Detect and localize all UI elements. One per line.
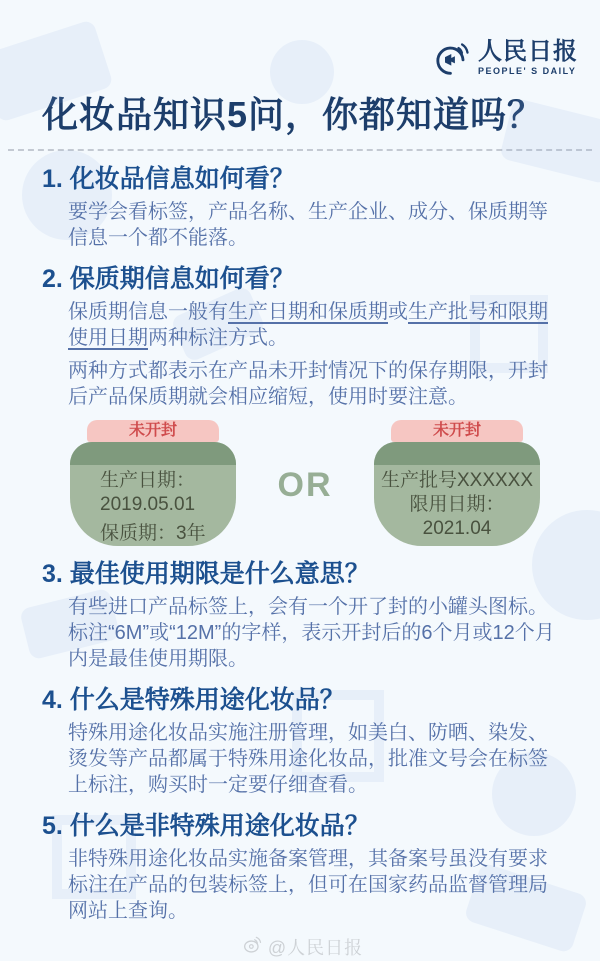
expiry-labels-illustration (70, 420, 540, 546)
q2-text: 保质期信息一般有 (68, 300, 228, 323)
section-5-heading: 5. 什么是非特殊用途化妆品？ (42, 811, 370, 840)
jar-left-line2: 2019.05.01 (100, 493, 196, 515)
peoples-daily-logo (436, 40, 578, 76)
q2-underlined-method-1: 生产日期和保质期 (228, 300, 388, 323)
header (0, 0, 600, 80)
section-2-paragraph-2: 两种方式都表示在产品未开封情况下的保存期限，开封后产品保质期就会相应缩短，使用时要注意。 (68, 359, 548, 408)
logo-name: 人民日报 (478, 38, 578, 65)
jar-cap-unopened-right: 未开封 (391, 420, 523, 442)
section-4-body: 特殊用途化妆品实施注册管理，如美白、防晒、染发、烫发等产品都属于特殊用途化妆品，批准文号会在标签上标注，购买时一定要仔细查看。 (68, 721, 548, 796)
q2-text: 或 (388, 300, 408, 323)
section-2-paragraph-1 (68, 299, 564, 351)
jar-body-left (70, 442, 236, 546)
section-1-body: 要学会看标签，产品名称、生产企业、成分、保质期等信息一个都不能落。 (68, 200, 548, 249)
jar-cap-unopened-left: 未开封 (87, 420, 219, 442)
jar-body-right (374, 442, 540, 546)
logo-subtitle: PEOPLE' S DAILY (478, 66, 577, 76)
jar-right-line1: 生产批号XXXXXX (380, 469, 534, 491)
jar-right-line3: 2021.04 (422, 517, 492, 539)
at-megaphone-icon (436, 40, 472, 76)
jar-production-date (70, 420, 236, 546)
title-divider (8, 149, 592, 151)
or-label: OR (277, 465, 333, 504)
section-4-heading: 4. 什么是特殊用途化妆品？ (42, 685, 345, 714)
page-title: 化妆品知识5问，你都知道吗？ (42, 94, 545, 135)
section-5-body: 非特殊用途化妆品实施备案管理，其备案号虽没有要求标注在产品的包装标签上，但可在国家药品监督管理局网站上查询。 (68, 847, 548, 922)
weibo-watermark (42, 934, 564, 960)
section-3-heading: 3. 最佳使用期限是什么意思？ (42, 559, 370, 588)
q2-underlined-method-2: 生产批号和限期使用日期 (68, 300, 548, 349)
weibo-icon (243, 934, 263, 959)
content (42, 164, 564, 960)
section-1-heading: 1. 化妆品信息如何看？ (42, 164, 295, 193)
jar-batch-number (374, 420, 540, 546)
section-2-heading: 2. 保质期信息如何看？ (42, 264, 295, 293)
q2-text: 两种标注方式。 (148, 326, 288, 349)
jar-left-line1: 生产日期： (100, 469, 196, 491)
section-3-body: 有些进口产品标签上，会有一个开了封的小罐头图标。标注“6M”或“12M”的字样，表示开封后的6个月或12个月内是最佳使用期限。 (68, 595, 555, 670)
jar-left-line3: 保质期：3年 (100, 522, 206, 544)
watermark-text: @人民日报 (267, 937, 364, 958)
jar-right-line2: 限用日期： (409, 493, 505, 515)
